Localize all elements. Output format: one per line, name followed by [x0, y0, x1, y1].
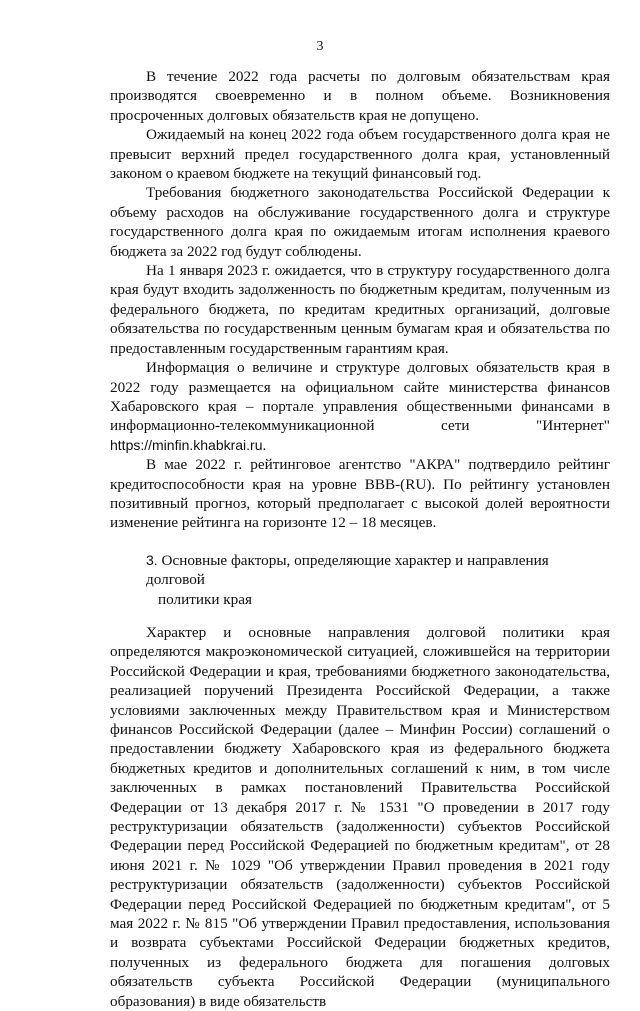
paragraph-debt-volume: Ожидаемый на конец 2022 года объем государственного долга края не превысит верхний предел государственного долга края, установленный законом о краевом бюджете на текущий финансовый год. — [110, 126, 610, 183]
paragraph-debt-policy: Характер и основные направления долговой политики края определяются макроэкономической ситуацией, сложившейся на территории Российской Федерации и края, требованиями бюджетного законодательства, реализацией поручений Президента Российской Федерации, а также условиями заключенных между Правительством края и Министерством финансов Российской Федерации (далее – Минфин России) соглашений о предоставлении бюджету Хабаровского края из федерального бюджета бюджетных кредитов и дополнительных соглашений к ним, в том числе заключенных в рамках постановлений Правительства Российской Федерации от 13 декабря 2017 г. № 1531 "О проведении в 2017 году реструктуризации обязательств (задолженности) субъектов Российской Федерации перед Российской Федерацией по бюджетным кредитам", от 28 июня 2021 г. № 1029 "Об утверждении Правил проведения в 2021 году реструктуризации обязательств (задолженности) субъектов Российской Федерации перед Российской Федерацией по бюджетным кредитам", от 5 мая 2022 г. № 815 "Об утверждении Правил предоставления, использования и возврата субъектами Российской Федерации бюджетных кредитов, полученных из федерального бюджета для погашения долговых обязательств субъекта Российской Федерации (муниципального образования) в виде обязательств — [110, 623, 610, 1010]
info-text-end: . — [262, 436, 267, 454]
paragraph-budget-requirements: Требования бюджетного законодательства Российской Федерации к объему расходов на обслуживание государственного долга и структуре государственного долга края по ожидаемым итогам исполнения краевого бюджета за 2022 год будут соблюдены. — [110, 184, 610, 260]
page-number: 3 — [316, 39, 324, 54]
paragraph-debt-payments: В течение 2022 года расчеты по долговым обязательствам края производятся своевременно и в полном объеме. Возникновения просроченных долговых обязательств края не допущено. — [110, 68, 610, 124]
section-title-line1: Основные факторы, определяющие характер и направления долговой — [146, 551, 549, 589]
section-number: 3. — [146, 551, 158, 568]
document-body — [110, 67, 610, 1011]
paragraph-debt-information — [110, 358, 610, 455]
section-heading — [110, 551, 610, 609]
section-title-line2: политики края — [158, 590, 252, 608]
info-text: Информация о величине и структуре долговых обязательств края в 2022 году размещается на официальном сайте министерства финансов Хабаровского края – портале управления общественными финансами в информационно-телекоммуникационной сети "Интернет" — [110, 359, 610, 435]
paragraph-credit-rating: В мае 2022 г. рейтинговое агентство "АКРА" подтвердило рейтинг кредитоспособности края на уровне BBB-(RU). По рейтингу установлен позитивный прогноз, который предполагает с высокой долей вероятности изменение рейтинга на горизонте 12 – 18 месяцев. — [110, 456, 610, 532]
ministry-website-link[interactable]: https://minfin.khabkrai.ru — [110, 436, 263, 453]
paragraph-debt-structure: На 1 января 2023 г. ожидается, что в структуру государственного долга края будут входить задолженность по бюджетным кредитам, полученным из федерального бюджета, по кредитам кредитных организаций, долговые обязательства по государственным ценным бумагам края и обязательства по предоставленным государственным гарантиям края. — [110, 262, 610, 357]
